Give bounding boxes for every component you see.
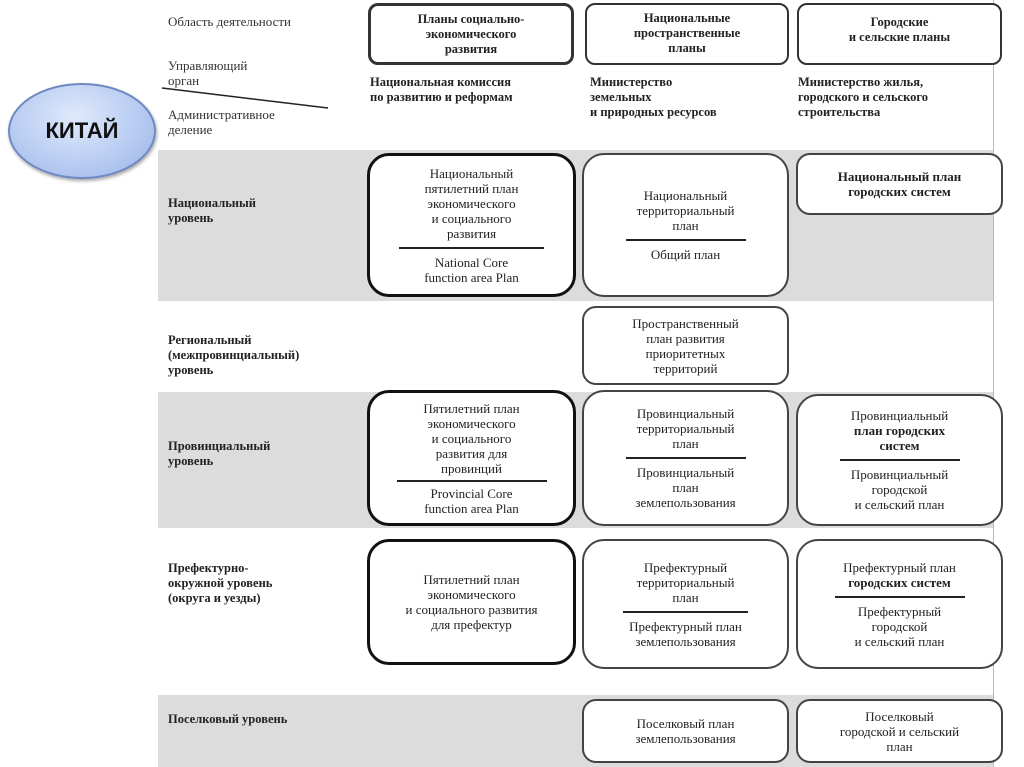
level-regional: Региональный (межпровинциальный) уровень — [168, 333, 300, 377]
divider — [626, 457, 746, 459]
township-land-use-plan-box: Поселковый план землепользования — [582, 699, 789, 763]
column-header-spatial: Национальные пространственные планы — [585, 3, 789, 65]
country-badge: КИТАЙ — [8, 83, 156, 179]
prefectural-urban-plan-box: Префектурный план городских систем Префектурный городской и сельский план — [796, 539, 1003, 669]
area-label: Область деятельности — [168, 14, 291, 29]
divider — [626, 239, 746, 241]
level-national: Национальный уровень — [168, 196, 256, 225]
divider — [399, 247, 544, 249]
level-provincial: Провинциальный уровень — [168, 439, 271, 468]
column-header-socioeconomic: Планы социально- экономического развития — [368, 3, 574, 65]
governing-body-label: Управляющий орган — [168, 58, 248, 88]
division-label: Административное деление — [168, 107, 275, 137]
column-header-urban-rural: Городские и сельские планы — [797, 3, 1002, 65]
national-urban-systems-box: Национальный план городских систем — [796, 153, 1003, 215]
prefectural-five-year-plan-box: Пятилетний план экономического и социального развития для префектур — [367, 539, 576, 665]
diagonal-divider — [160, 86, 332, 112]
agency-mohurd: Министерство жилья, городского и сельского строительства — [798, 75, 929, 119]
prefectural-territorial-plan-box: Префектурный территориальный план Префектурный план землепользования — [582, 539, 789, 669]
divider — [840, 459, 960, 461]
township-urban-plan-box: Поселковый городской и сельский план — [796, 699, 1003, 763]
level-prefectural: Префектурно- окружной уровень (округа и уезды) — [168, 561, 273, 605]
divider — [397, 480, 547, 482]
regional-priority-plan-box: Пространственный план развития приоритетных территорий — [582, 306, 789, 385]
divider — [835, 596, 965, 598]
provincial-five-year-plan-box: Пятилетний план экономического и социального развития для провинций Provincial Core function area Plan — [367, 390, 576, 526]
provincial-territorial-plan-box: Провинциальный территориальный план Провинциальный план землепользования — [582, 390, 789, 526]
national-territorial-plan-box: Национальный территориальный план Общий план — [582, 153, 789, 297]
national-five-year-plan-box: Национальный пятилетний план экономического и социального развития National Core function area Plan — [367, 153, 576, 297]
provincial-urban-plan-box: Провинциальный план городских систем Провинциальный городской и сельский план — [796, 394, 1003, 526]
agency-ndrc: Национальная комиссия по развитию и реформам — [370, 75, 513, 104]
level-township: Поселковый уровень — [168, 712, 288, 726]
divider — [623, 611, 748, 613]
agency-mnr: Министерство земельных и природных ресурсов — [590, 75, 717, 119]
